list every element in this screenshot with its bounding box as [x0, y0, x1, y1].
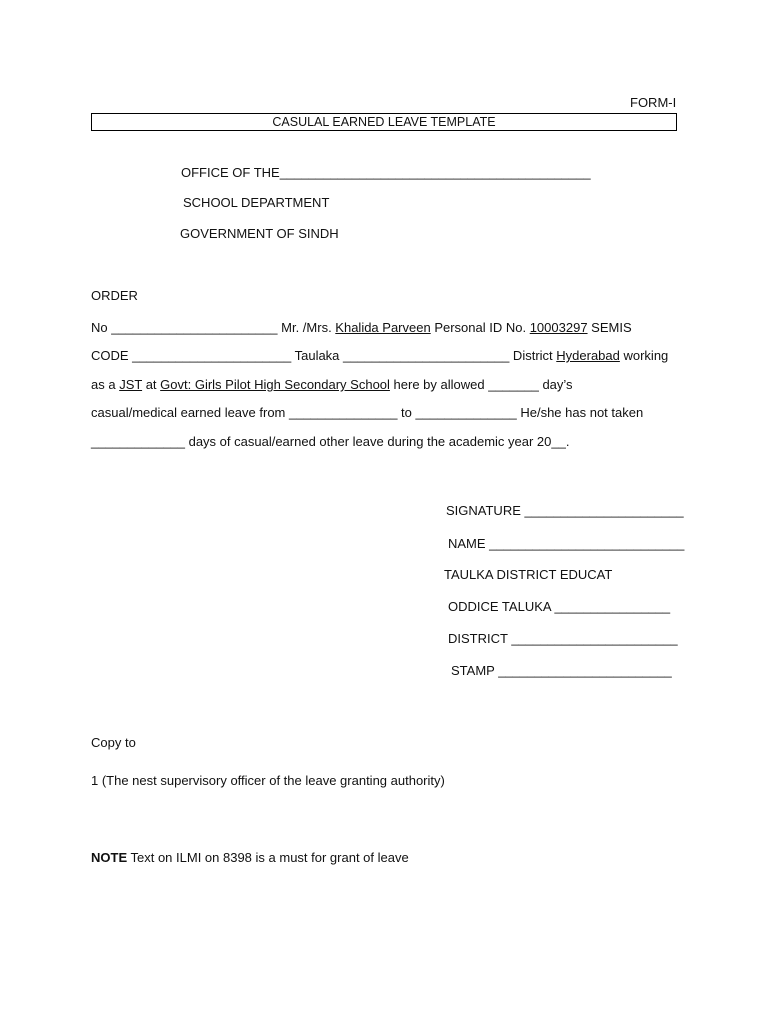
department-line: SCHOOL DEPARTMENT — [183, 195, 330, 210]
order-heading: ORDER — [91, 288, 138, 303]
order-line-2-text-a: CODE ______________________ Taulaka _______________________ District — [91, 348, 557, 363]
order-line-1 — [91, 320, 632, 336]
note-text: Text on ILMI on 8398 is a must for grant of leave — [127, 850, 409, 865]
order-line-3-text-a: as a — [91, 377, 120, 392]
order-line-5: _____________ days of casual/earned other leave during the academic year 20__. — [91, 434, 570, 449]
order-line-1-text-b: Personal ID No. — [430, 320, 530, 335]
order-line-3 — [91, 377, 573, 393]
designation: JST — [119, 377, 143, 392]
order-line-3-text-b: at — [142, 377, 161, 392]
copy-to-heading: Copy to — [91, 735, 136, 750]
officer-title: TAULKA DISTRICT EDUCAT — [444, 567, 613, 582]
government-line: GOVERNMENT OF SINDH — [180, 226, 339, 241]
copy-to-item-1: 1 (The nest supervisory officer of the leave granting authority) — [91, 773, 445, 788]
note-line — [91, 850, 409, 866]
personal-id: 10003297 — [529, 320, 588, 335]
order-line-1-text-a: No _______________________ Mr. /Mrs. — [91, 320, 336, 335]
document-title: CASULAL EARNED LEAVE TEMPLATE — [91, 113, 677, 131]
signature-line: SIGNATURE ______________________ — [446, 503, 684, 518]
note-label: NOTE — [91, 850, 128, 865]
stamp-line: STAMP ________________________ — [451, 663, 672, 678]
form-id: FORM-I — [630, 95, 677, 110]
order-line-3-text-c: here by allowed _______ day’s — [389, 377, 573, 392]
order-line-2-text-b: working — [619, 348, 669, 363]
district-line: DISTRICT _______________________ — [448, 631, 678, 646]
name-line: NAME ___________________________ — [448, 536, 685, 551]
office-taluka-line: ODDICE TALUKA ________________ — [448, 599, 671, 614]
order-line-2 — [91, 348, 668, 364]
office-of-line: OFFICE OF THE___________________________________________ — [181, 165, 591, 180]
district-name: Hyderabad — [556, 348, 620, 363]
employee-name: Khalida Parveen — [335, 320, 431, 335]
school-name: Govt: Girls Pilot High Secondary School — [160, 377, 390, 392]
order-line-4: casual/medical earned leave from _______________ to ______________ He/she has not taken — [91, 405, 644, 420]
order-line-1-text-c: SEMIS — [587, 320, 632, 335]
